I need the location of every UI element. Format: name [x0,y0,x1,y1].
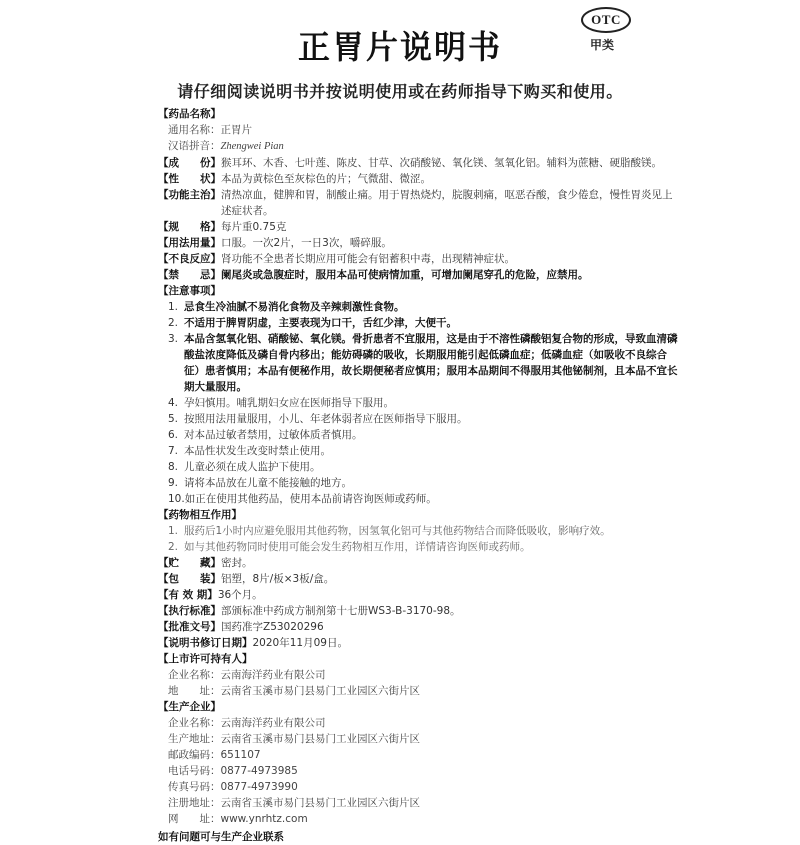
mfr-postcode-value: 651107 [220,749,261,761]
interaction-text: 服药后1小时内应避免服用其他药物，因氢氧化铝可与其他药物结合而降低吸收，影响疗效。 [184,525,611,537]
precaution-text: 如正在使用其他药品，使用本品前请咨询医师或药师。 [184,493,437,505]
holder-company-value: 云南海洋药业有限公司 [220,669,326,681]
mfr-phone-row [168,763,678,779]
pinyin-label: 汉语拼音： [168,140,221,152]
indications-value: 清热凉血，健脾和胃，制酸止痛。用于胃热烧灼，脘腹刺痛，呕恶吞酸，食少倦怠，慢性胃炎见上述症状者。 [221,189,673,217]
precaution-num: 4. [168,397,179,409]
mfr-company-value: 云南海洋药业有限公司 [220,717,326,729]
contact-footer: 如有问题可与生产企业联系 [158,831,284,843]
storage-value: 密封。 [221,557,253,569]
revision-row [158,635,678,651]
mfr-website-value: www.ynrhtz.com [220,813,308,825]
mfr-fax-label: 传真号码： [168,781,221,793]
mfr-postcode-label: 邮政编码： [168,749,221,761]
mfr-postcode-row [168,747,678,763]
page-title: 正胃片说明书 [297,28,502,66]
dosage-row [158,235,678,251]
package-value: 铝塑，8片/板×3板/盒。 [221,573,335,585]
precaution-item [168,315,678,331]
precaution-item [168,491,678,507]
ingredients-value: 猴耳环、木香、七叶莲、陈皮、甘草、次硝酸铋、氧化镁、氢氧化铝。辅料为蔗糖、硬脂酸镁。 [221,157,662,169]
contraindications-label: 【禁 忌】 [158,269,221,281]
approval-label: 【批准文号】 [158,621,221,633]
precaution-text: 本品性状发生改变时禁止使用。 [184,445,331,457]
interaction-num: 2. [168,541,179,553]
generic-name-label: 通用名称： [168,124,221,136]
leaflet-content [158,106,678,845]
mfr-company-row [168,715,678,731]
precaution-num: 3. [168,333,179,345]
contraindications-value: 阑尾炎或急腹症时，服用本品可使病情加重，可增加阑尾穿孔的危险，应禁用。 [221,269,589,281]
page-subtitle: 请仔细阅读说明书并按说明使用或在药师指导下购买和使用。 [177,82,623,101]
precaution-num: 10. [168,493,185,505]
specification-label: 【规 格】 [158,221,221,233]
mfr-reg-address-value: 云南省玉溪市易门县易门工业园区六街片区 [220,797,420,809]
precaution-item [168,427,678,443]
interaction-item [168,523,678,539]
holder-company-label: 企业名称： [168,669,221,681]
storage-label: 【贮 藏】 [158,557,221,569]
holder-section [158,651,678,699]
dosage-label: 【用法用量】 [158,237,221,249]
revision-label: 【说明书修订日期】 [158,637,253,649]
precaution-num: 1. [168,301,179,313]
revision-value: 2020年11月09日。 [252,637,348,649]
precaution-num: 9. [168,477,179,489]
precaution-item [168,395,678,411]
appearance-label: 【性 状】 [158,173,221,185]
appearance-row [158,171,678,187]
package-row [158,571,678,587]
ingredients-label: 【成 份】 [158,157,221,169]
specification-value: 每片重0.75克 [221,221,287,233]
approval-value: 国药准字Z53020296 [221,621,324,633]
holder-company-row [168,667,678,683]
specification-row [158,219,678,235]
otc-class-label: 甲类 [590,38,615,52]
precaution-text: 不适用于脾胃阴虚，主要表现为口干，舌红少津，大便干。 [184,317,457,329]
ingredients-row [158,155,678,171]
precaution-num: 5. [168,413,179,425]
precaution-text: 儿童必须在成人监护下使用。 [184,461,321,473]
adverse-row [158,251,678,267]
pinyin-value: Zhengwei Pian [220,141,284,152]
validity-label: 【有 效 期】 [158,589,218,601]
precaution-item [168,299,678,315]
mfr-reg-address-row [168,795,678,811]
approval-row [158,619,678,635]
standard-value: 部颁标准中药成方制剂第十七册WS3-B-3170-98。 [221,605,461,617]
precaution-num: 2. [168,317,179,329]
interaction-text: 如与其他药物同时使用可能会发生药物相互作用，详情请咨询医师或药师。 [184,541,531,553]
precaution-text: 忌食生冷油腻不易消化食物及辛辣刺激性食物。 [184,301,405,313]
precaution-item [168,459,678,475]
standard-row [158,603,678,619]
mfr-fax-row [168,779,678,795]
holder-header: 【上市许可持有人】 [158,653,253,665]
precaution-num: 7. [168,445,179,457]
precaution-item [168,331,678,395]
pinyin-row [168,138,678,155]
adverse-label: 【不良反应】 [158,253,221,265]
precaution-num: 6. [168,429,179,441]
appearance-value: 本品为黄棕色至灰棕色的片；气微甜、微涩。 [221,173,431,185]
mfr-prod-address-label: 生产地址： [168,733,221,745]
standard-label: 【执行标准】 [158,605,221,617]
precaution-item [168,475,678,491]
precautions-section [158,283,678,507]
validity-row [158,587,678,603]
precaution-item [168,443,678,459]
mfr-prod-address-row [168,731,678,747]
mfr-reg-address-label: 注册地址： [168,797,221,809]
mfr-prod-address-value: 云南省玉溪市易门县易门工业园区六街片区 [220,733,420,745]
mfr-fax-value: 0877-4973990 [220,781,298,793]
interactions-section [158,507,678,555]
precautions-header: 【注意事项】 [158,285,221,297]
contraindications-row [158,267,678,283]
holder-address-row [168,683,678,699]
generic-name-value: 正胃片 [220,124,252,136]
precaution-item [168,411,678,427]
mfr-website-row [168,811,678,827]
mfr-phone-value: 0877-4973985 [220,765,298,777]
interaction-item [168,539,678,555]
validity-value: 36个月。 [217,589,263,601]
storage-row [158,555,678,571]
drug-name-header: 【药品名称】 [158,108,221,120]
adverse-value: 肾功能不全患者长期应用可能会有铝蓄积中毒，出现精神症状。 [221,253,515,265]
otc-mark-text: OTC [591,12,621,27]
interactions-header: 【药物相互作用】 [158,509,242,521]
manufacturer-section [158,699,678,827]
manufacturer-header: 【生产企业】 [158,701,221,713]
generic-name-row [168,122,678,138]
interaction-num: 1. [168,525,179,537]
indications-label: 【功能主治】 [158,189,221,201]
precaution-num: 8. [168,461,179,473]
mfr-company-label: 企业名称： [168,717,221,729]
precaution-text: 按照用法用量服用，小儿、年老体弱者应在医师指导下服用。 [184,413,468,425]
drug-name-section [158,106,678,155]
mfr-website-label: 网 址： [168,813,221,825]
dosage-value: 口服。一次2片，一日3次，嚼碎服。 [221,237,392,249]
precaution-text: 请将本品放在儿童不能接触的地方。 [184,477,352,489]
precaution-text: 对本品过敏者禁用，过敏体质者慎用。 [184,429,363,441]
indications-row [158,187,678,219]
holder-address-value: 云南省玉溪市易门县易门工业园区六街片区 [220,685,420,697]
precaution-text: 孕妇慎用。哺乳期妇女应在医师指导下服用。 [184,397,394,409]
precaution-text: 本品含氢氧化铝、硝酸铋、氧化镁。骨折患者不宜服用，这是由于不溶性磷酸铝复合物的形成，导致血清磷酸盐浓度降低及磷自骨内移出；能妨碍磷的吸收，长期服用能引起低磷血症；低磷血症（如吸收不良综合征）患者慎用；本品有便秘作用，故长期便秘者应慎用；服用本品期间不得服用其他铋制剂，且本品不宜长期大量服用。 [184,333,678,393]
package-label: 【包 装】 [158,573,221,585]
holder-address-label: 地 址： [168,685,221,697]
mfr-phone-label: 电话号码： [168,765,221,777]
